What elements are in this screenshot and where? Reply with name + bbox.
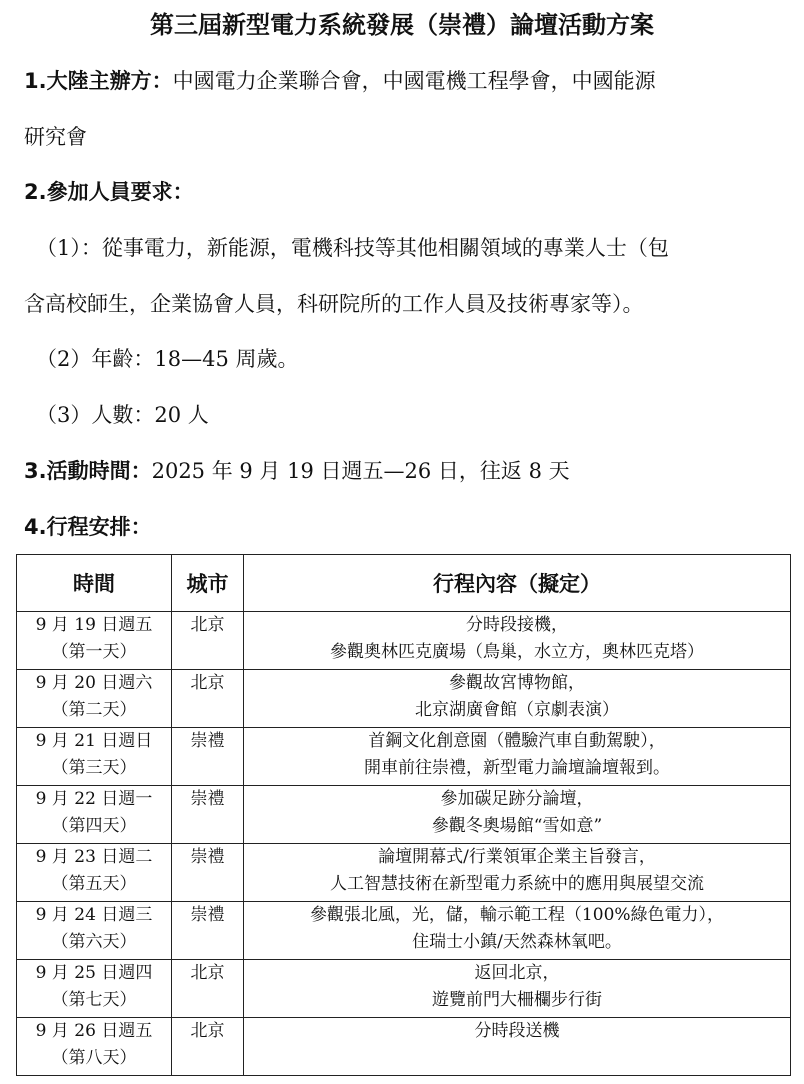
row-content-line-1: 論壇開幕式/行業領軍企業主旨發言， xyxy=(378,847,656,867)
requirements-heading: 2.參加人員要求： xyxy=(24,180,194,204)
row-day: （第六天） xyxy=(51,932,137,952)
row-day: （第四天） xyxy=(51,816,137,836)
header-time: 時間 xyxy=(17,555,172,612)
organizers-line-1 xyxy=(24,66,656,96)
row-date: 9 月 21 日週日 xyxy=(35,731,153,751)
row-date: 9 月 23 日週二 xyxy=(35,847,153,867)
row-content-line-1: 分時段接機， xyxy=(466,615,568,635)
row-city: 北京 xyxy=(172,612,244,670)
row-date-cell xyxy=(17,670,172,728)
row-content-line-1: 首鋼文化創意園（體驗汽車自動駕駛）， xyxy=(368,731,666,751)
row-date: 9 月 25 日週四 xyxy=(35,963,153,983)
row-content-line-2: 北京湖廣會館（京劇表演） xyxy=(415,700,619,720)
row-city: 北京 xyxy=(172,1018,244,1076)
row-content xyxy=(244,844,791,902)
row-city: 北京 xyxy=(172,960,244,1018)
row-date: 9 月 19 日週五 xyxy=(35,615,153,635)
row-date-cell xyxy=(17,728,172,786)
row-date-cell xyxy=(17,902,172,960)
row-content-line-2: 參觀冬奧場館“雪如意” xyxy=(431,816,603,836)
row-date-cell xyxy=(17,612,172,670)
table-row xyxy=(17,902,791,960)
requirement-1-line-2: 含高校師生，企業協會人員，科研院所的工作人員及技術專家等）。 xyxy=(24,292,644,316)
row-day: （第一天） xyxy=(51,642,137,662)
row-content-line-1: 參觀張北風，光，儲，輸示範工程（100%綠色電力）， xyxy=(309,905,725,925)
requirement-1-line-1: （1）：從事電力，新能源，電機科技等其他相關領域的專業人士（包 xyxy=(36,236,669,260)
table-row xyxy=(17,612,791,670)
row-date-cell xyxy=(17,786,172,844)
table-row xyxy=(17,670,791,728)
row-city: 崇禮 xyxy=(172,728,244,786)
table-row xyxy=(17,844,791,902)
organizers-heading: 1.大陸主辦方： xyxy=(24,69,173,93)
row-date: 9 月 24 日週三 xyxy=(35,905,153,925)
row-date-cell xyxy=(17,1018,172,1076)
table-row xyxy=(17,1018,791,1076)
header-content: 行程內容（擬定） xyxy=(244,555,791,612)
document-title: 第三屆新型電力系統發展（崇禮）論壇活動方案 xyxy=(150,11,654,39)
row-day: （第七天） xyxy=(51,990,137,1010)
activity-time xyxy=(24,456,570,486)
row-content xyxy=(244,670,791,728)
row-date: 9 月 26 日週五 xyxy=(35,1021,153,1041)
row-date-cell xyxy=(17,960,172,1018)
row-day: （第五天） xyxy=(51,874,137,894)
row-date-cell xyxy=(17,844,172,902)
row-content xyxy=(244,612,791,670)
row-content-line-1: 參加碳足跡分論壇， xyxy=(440,789,594,809)
row-content-line-2: 開車前往崇禮，新型電力論壇論壇報到。 xyxy=(364,758,670,778)
table-row xyxy=(17,960,791,1018)
requirement-2: （2）年齡：18—45 周歲。 xyxy=(36,347,299,371)
row-city: 崇禮 xyxy=(172,844,244,902)
activity-time-text: 2025 年 9 月 19 日週五—26 日，往返 8 天 xyxy=(151,459,570,483)
header-city: 城市 xyxy=(172,555,244,612)
itinerary-heading: 4.行程安排： xyxy=(24,515,152,539)
row-content-line-2: 遊覽前門大柵欄步行街 xyxy=(432,990,602,1010)
row-city: 北京 xyxy=(172,670,244,728)
table-header-row xyxy=(17,555,791,612)
itinerary-table xyxy=(16,554,791,1076)
row-date: 9 月 22 日週一 xyxy=(35,789,153,809)
requirement-3: （3）人數：20 人 xyxy=(36,403,209,427)
row-content xyxy=(244,960,791,1018)
row-content-line-2: 參觀奧林匹克廣場（鳥巢，水立方，奧林匹克塔） xyxy=(330,642,704,662)
row-day: （第八天） xyxy=(51,1048,137,1068)
row-content-line-1: 參觀故宮博物館， xyxy=(449,673,585,693)
row-day: （第三天） xyxy=(51,758,137,778)
table-row xyxy=(17,786,791,844)
row-content-line-2: 住瑞士小鎮/天然森林氧吧。 xyxy=(412,932,622,952)
table-row xyxy=(17,728,791,786)
row-content xyxy=(244,902,791,960)
row-city: 崇禮 xyxy=(172,786,244,844)
row-content-line-2: 人工智慧技術在新型電力系統中的應用與展望交流 xyxy=(330,874,704,894)
row-content xyxy=(244,728,791,786)
activity-time-heading: 3.活動時間： xyxy=(24,459,152,483)
organizers-text: 中國電力企業聯合會，中國電機工程學會，中國能源 xyxy=(172,69,656,93)
row-content-line-1: 分時段送機 xyxy=(474,1021,560,1041)
row-date: 9 月 20 日週六 xyxy=(35,673,153,693)
row-city: 崇禮 xyxy=(172,902,244,960)
row-content-line-1: 返回北京， xyxy=(474,963,560,983)
row-content xyxy=(244,1018,791,1076)
row-day: （第二天） xyxy=(51,700,137,720)
organizers-line-2: 研究會 xyxy=(24,125,87,149)
row-content xyxy=(244,786,791,844)
